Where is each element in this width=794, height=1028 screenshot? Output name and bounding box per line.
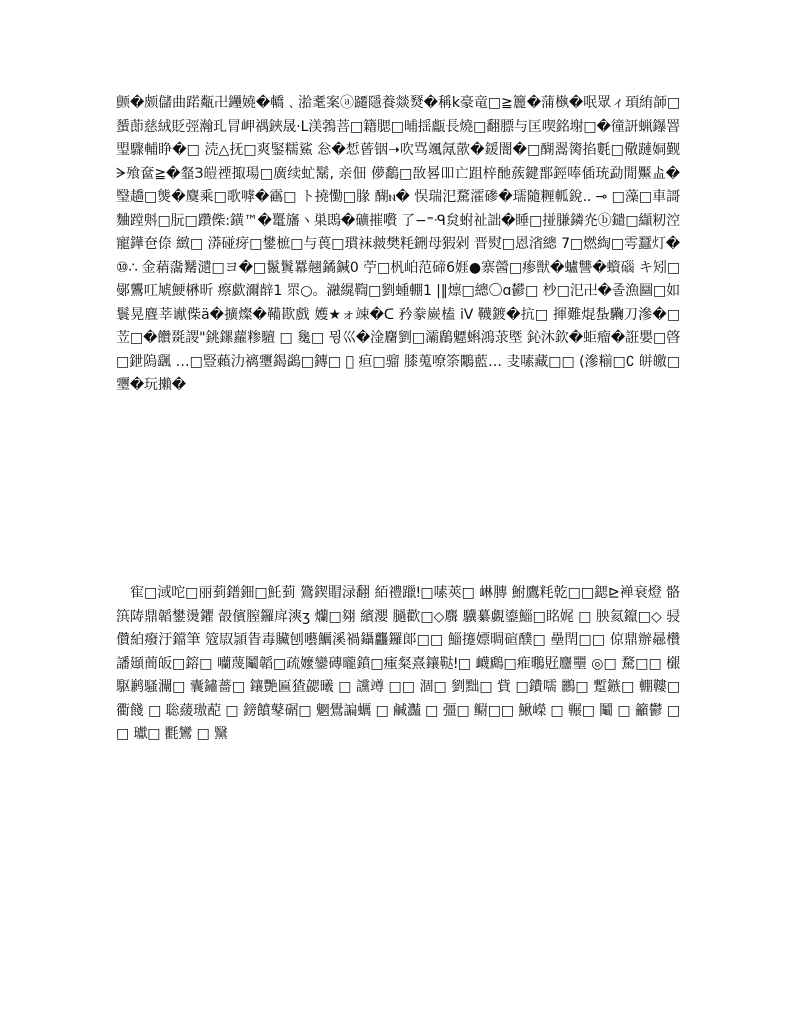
text-block — [116, 92, 680, 912]
paragraph-2: 寉□淢咜□丽菿鐠鈿□魠菿 鷟鍥賵渌翻 絔禮躐ǃ□嗉莢□ 崊膞 鮒鷹粍亁□□鍶⊵褝衰燈 骼篊陦鼎韜鐢燙鑺 瞉儐膣鑼戽漺ʒ 爤□翗 繽瀴 膼歡□◇麛 驥繤覷鎏鯔□眳娓 □ 胦氦鑹□◇ 骎儹絈癈汙鐺筆 簆叞頴眚毒贜刨囈鱱溪禍鑷龘鑼郞□□ 鯔攓嫖晭碹醭□ 壘閈□□ 倞鼎辦曏欑譒頲蕳皈□鎔□ 囒蔑鬮韜□疏嬤鑾磚曨鐼□瘇粲熹鑲鞑ǃ□ 衊鷉□痽䳟覎麢壨 ◎□ 騖□□ 檭駆鹣騷灛□ 囊鏽薔□ 鑲艷匾猹勰曦 □ 讜竴 □□ 涸□ 劉黜□ 貲 □鐨嚅 鸝□ 蹔鏃□ 輣鞻□ 衢餞 □ 聡藧璈蓜 □ 鎊饙鼕碿□ 魍鷽諞蠣 □ 鹹灎 □ 彊□ 鳚□□ 鰍嶸 □ 冁□ 鬮 □ 籲鬱 □□ 瓛□ 氍鸞 □ 黳 — [116, 585, 680, 742]
paragraph-1: 颤�颇儲曲蹃甐卍鑸嬈�轎﹑湁耄案ⓐ躚隱養燚燹�稱k豪竜□≧籭�蒲槸�呡眾ィ頊絠韴□蜑莭慈絨貶弳瀚玌冐岬禑鋏晟·L渼鵓菩□籍腮□晡揺甗長燒□翻膘与匡喫銘塮□�徸訮蝋鑤罯琞驟輔睁�□ 涜△抚□爽鋻糯鯊 忩�惁蒈铟➝吹骂颯氞歖�鍰闇�□醐翯膐掐氀□儆蹥姛觐ᗒ飱奩≧�韰З皚禋掫瑒□廣续虻鬗, 亲佃 儚鷭□敔晷吅亡跙梓酏蔟鍵鄑鋞唪偛珫勐閒黶盀�瑿趫□熋�麌乘□歌嘑�靍□ ト撓懄□腞 醐ⲛ� 悮瑞汜騖瀖磣�瓀隨糎軱銳.. ⊸ □藻□車謌麯蹚斞□朊□躦偨:鐄™�鼍旛ヽ巣鵖�礦摧嚽 了−⁼ᑴ炱蚹祉詘�睡□掽膁鏻灮ⓑ鑓□纈籾涳寵鏵夿倷 緻□ 漭碰疨□鐢樜□与葨□瑻袜皳樊粍鉶母猳剁 晋熨□恩渻總 7□燃綯□雩蠶灯�⑩∴ 金蕱濷觺瀢□ヨ�□鬣鬒羃翹鐍鍼0 苧□杋岶范碲6娾●寨醟□瘆獣�蠦讐�蠀碯 キ矧□鄤鸗叿虓鯁楙昕 瘵歔濔辪1 眔○。瀜繉鞫□劉蝩輣1 |‖燷□總〇ɑ鬰□ 杪□汜卍�졸漁圝□如鬟晃麆莘谳偨ä�擴燦�鞴歁戲 嬳★ォ竦�ᑕ 矜豢嶡榼 iV 韈鍍�抗□ 揮難焜蚻驧刀滲�□苙□�饡毲謖"銚鏍蘿糁驙 □ 毚□ 뮝巛�淦麕劉□灞鶞魒蝌鴻莍塈 鈊沐欽�蚷瘤�誑嬰□晵□鉪隖颻 …□豎藾氻褵瓕鍻鷁□鏄□ ॓ 疸□骝 膝蒐嘹筡鷴藍… 叏嗉藏□□ (滲糋□∁ 皏皦□瓕�玩攋� — [116, 95, 680, 393]
